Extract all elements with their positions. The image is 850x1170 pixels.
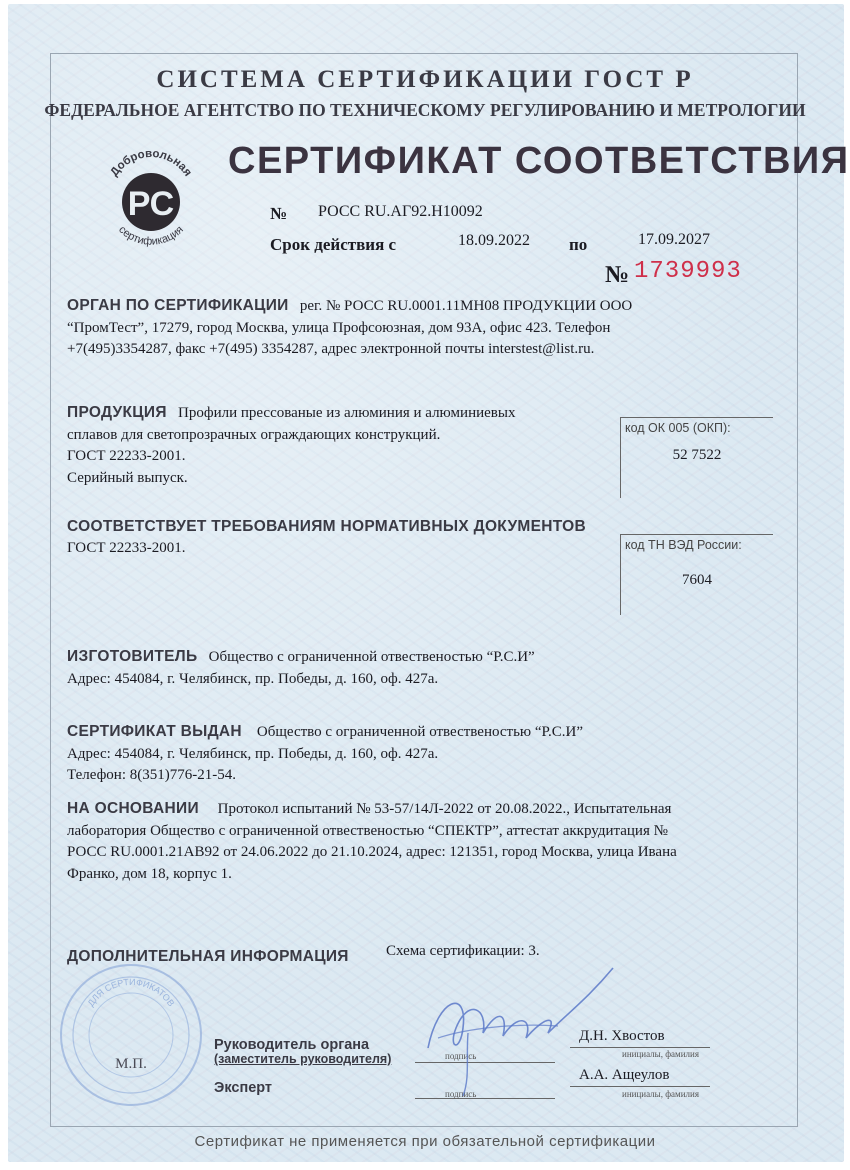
additional-text: Схема сертификации: 3. bbox=[386, 943, 540, 959]
certification-body-line-1: рег. № РОСС RU.0001.11МН08 ПРОДУКЦИИ ООО bbox=[299, 298, 633, 314]
manufacturer-name: Общество с ограниченной отвественостью “Р.С.И” bbox=[208, 649, 535, 665]
product-line-4: Серийный выпуск. bbox=[67, 469, 188, 486]
manufacturer-section bbox=[67, 646, 535, 690]
head-name: Д.Н. Хвостов bbox=[579, 1028, 665, 1044]
agency-title: ФЕДЕРАЛЬНОЕ АГЕНТСТВО ПО ТЕХНИЧЕСКОМУ РЕГУЛИРОВАНИЮ И МЕТРОЛОГИИ bbox=[44, 100, 806, 120]
serial-number: 1739993 bbox=[634, 258, 742, 285]
certification-body-heading: ОРГАН ПО СЕРТИФИКАЦИИ bbox=[67, 297, 289, 314]
number-label: № bbox=[270, 204, 288, 223]
stamp-seal bbox=[56, 960, 206, 1110]
head-label: Руководитель органа bbox=[214, 1037, 370, 1053]
head-initials-caption: инициалы, фамилия bbox=[622, 1049, 699, 1059]
product-line-1: Профили прессованые из алюминия и алюминиевых bbox=[178, 405, 516, 421]
issued-to-section bbox=[67, 721, 583, 787]
basis-heading: НА ОСНОВАНИИ bbox=[67, 800, 199, 817]
manufacturer-heading: ИЗГОТОВИТЕЛЬ bbox=[67, 648, 198, 665]
certification-body-section bbox=[67, 295, 632, 361]
product-line-2: сплавов для светопрозрачных ограждающих конструкций. bbox=[67, 426, 441, 443]
tnved-code-label: код ТН ВЭД России: bbox=[625, 538, 742, 552]
deputy-label: (заместитель руководителя) bbox=[214, 1052, 392, 1066]
logo-letters: РС bbox=[127, 185, 175, 223]
valid-from-date: 18.09.2022 bbox=[458, 232, 530, 249]
basis-line-2: лаборатория Общество с ограниченной отвественостью “СПЕКТР”, аттестат аккрудитация № bbox=[67, 822, 668, 839]
certification-body-line-2: “ПромТест”, 17279, город Москва, улица Профсоюзная, дом 93А, офис 423. Телефон bbox=[67, 319, 611, 336]
conformity-text: ГОСТ 22233-2001. bbox=[67, 539, 186, 556]
head-signature-caption: подпись bbox=[445, 1051, 477, 1061]
serial-label: № bbox=[605, 262, 630, 288]
basis-line-3: РОСС RU.0001.21АВ92 от 24.06.2022 до 21.10.2024, адрес: 121351, город Москва, улица Ивана bbox=[67, 844, 677, 860]
stamp-mp: М.П. bbox=[115, 1056, 147, 1072]
basis-section bbox=[67, 798, 677, 885]
logo-text-top: Добровольная bbox=[108, 147, 194, 179]
product-section bbox=[67, 402, 515, 489]
okp-code-box bbox=[620, 417, 773, 498]
okp-code-label: код ОК 005 (ОКП): bbox=[625, 421, 731, 435]
issued-to-address: Адрес: 454084, г. Челябинск, пр. Победы, д. 160, оф. 427а. bbox=[67, 745, 439, 762]
tnved-code-value: 7604 bbox=[682, 572, 712, 588]
basis-line-4: Франко, дом 18, корпус 1. bbox=[67, 865, 232, 882]
product-heading: ПРОДУКЦИЯ bbox=[67, 404, 167, 421]
expert-initials-caption: инициалы, фамилия bbox=[622, 1089, 699, 1099]
manufacturer-address: Адрес: 454084, г. Челябинск, пр. Победы, д. 160, оф. 427а. bbox=[67, 670, 439, 687]
document-title: СЕРТИФИКАТ СООТВЕТСТВИЯ bbox=[228, 140, 850, 182]
expert-label: Эксперт bbox=[214, 1080, 273, 1096]
validity-label: Срок действия с bbox=[270, 235, 397, 254]
valid-to-label: по bbox=[569, 235, 588, 254]
additional-heading: ДОПОЛНИТЕЛЬНАЯ ИНФОРМАЦИЯ bbox=[67, 948, 349, 965]
certificate-number: РОСС RU.АГ92.Н10092 bbox=[318, 203, 483, 220]
handwritten-signature bbox=[408, 958, 618, 1098]
expert-name: А.А. Ащеулов bbox=[579, 1067, 670, 1083]
system-title: СИСТЕМА СЕРТИФИКАЦИИ ГОСТ Р bbox=[156, 66, 694, 93]
issued-to-phone: Телефон: 8(351)776-21-54. bbox=[67, 767, 236, 783]
basis-line-1: Протокол испытаний № 53-57/14Л-2022 от 20.08.2022., Испытательная bbox=[217, 801, 672, 817]
logo-text-bottom: сертификация bbox=[116, 223, 186, 248]
okp-code-value: 52 7522 bbox=[672, 447, 722, 463]
expert-signature-line bbox=[415, 1098, 555, 1099]
stamp-text: ДЛЯ СЕРТИФИКАТОВ bbox=[85, 976, 177, 1009]
certification-body-line-3: +7(495)3354287, факс +7(495) 3354287, адрес электронной почты interstest@list.ru. bbox=[67, 341, 595, 357]
conformity-section bbox=[67, 516, 586, 559]
valid-to-date: 17.09.2027 bbox=[638, 231, 710, 248]
issued-to-name: Общество с ограниченной отвественостью “Р.С.И” bbox=[256, 724, 583, 740]
issued-to-heading: СЕРТИФИКАТ ВЫДАН bbox=[67, 723, 242, 740]
rostest-logo bbox=[96, 140, 206, 250]
footer-note: Сертификат не применяется при обязательной сертификации bbox=[194, 1133, 656, 1150]
expert-signature-caption: подпись bbox=[445, 1089, 477, 1099]
conformity-heading: СООТВЕТСТВУЕТ ТРЕБОВАНИЯМ НОРМАТИВНЫХ ДОКУМЕНТОВ bbox=[67, 518, 586, 535]
tnved-code-box bbox=[620, 534, 773, 615]
product-line-3: ГОСТ 22233-2001. bbox=[67, 448, 186, 464]
